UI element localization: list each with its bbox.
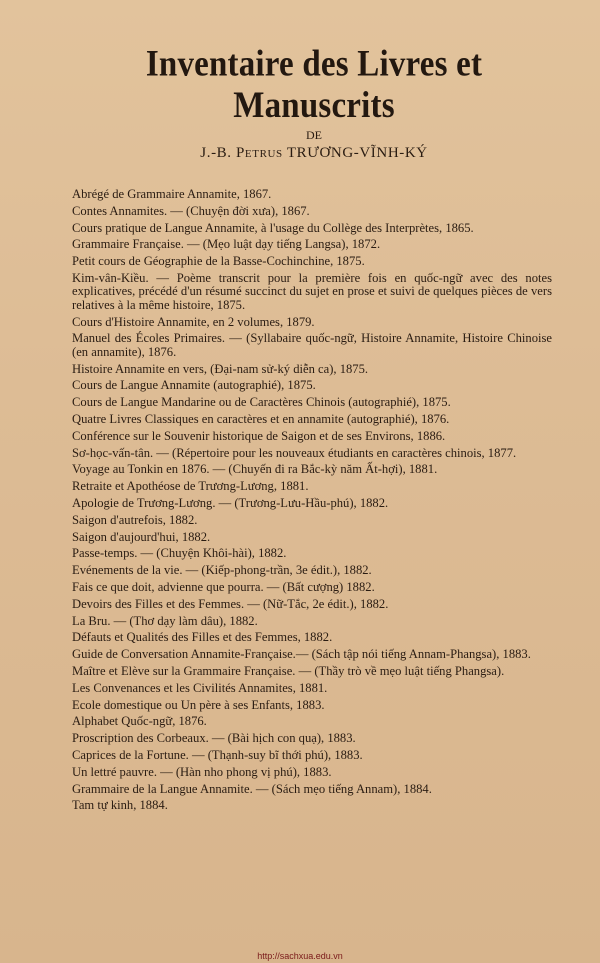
list-item: Cours pratique de Langue Annamite, à l'usage du Collège des Interprètes, 1865.: [72, 220, 474, 235]
source-url: http://sachxua.edu.vn: [257, 951, 343, 961]
list-item: Voyage au Tonkin en 1876. — (Chuyến đi ra Bắc-kỳ năm Ất-hợi), 1881.: [72, 462, 438, 477]
list-item: Défauts et Qualités des Filles et des Femmes, 1882.: [72, 630, 333, 645]
list-item: Les Convenances et les Civilités Annamites, 1881.: [72, 680, 328, 695]
list-item: Saigon d'aujourd'hui, 1882.: [72, 529, 211, 544]
inventory-list: [72, 188, 556, 813]
list-item: Manuel des Écoles Primaires. — (Syllabaire quốc-ngữ, Histoire Annamite, Histoire Chinoise (en annamite), 1876.: [72, 331, 552, 359]
list-item: Devoirs des Filles et des Femmes. — (Nữ-Tắc, 2e édit.), 1882.: [72, 596, 389, 611]
list-item: Guide de Conversation Annamite-Française.— (Sách tập nói tiếng Annam-Phangsa), 1883.: [72, 647, 531, 662]
list-item: Fais ce que doit, advienne que pourra. — (Bất cượng) 1882.: [72, 579, 375, 594]
list-item: Petit cours de Géographie de la Basse-Cochinchine, 1875.: [72, 254, 365, 269]
list-item: Alphabet Quốc-ngữ, 1876.: [72, 714, 207, 729]
list-item: Grammaire Française. — (Mẹo luật dạy tiếng Langsa), 1872.: [72, 237, 381, 252]
list-item: Grammaire de la Langue Annamite. — (Sách mẹo tiếng Annam), 1884.: [72, 781, 432, 796]
list-item: Histoire Annamite en vers, (Đại-nam sử-ký diễn ca), 1875.: [72, 361, 369, 376]
list-item: Kim-vân-Kiều. — Poème transcrit pour la première fois en quốc-ngữ avec des notes explicatives, précédé d'un résumé succinct du sujet en prose et suivi de quelques pièces de vers relatives à la même histoire, 1875.: [72, 270, 552, 312]
list-item: Retraite et Apothéose de Trương-Lương, 1881.: [72, 479, 309, 494]
list-item: Proscription des Corbeaux. — (Bài hịch con quạ), 1883.: [72, 731, 356, 746]
list-item: Cours d'Histoire Annamite, en 2 volumes, 1879.: [72, 314, 315, 329]
list-item: Caprices de la Fortune. — (Thạnh-suy bĩ thới phú), 1883.: [72, 747, 363, 762]
list-item: Conférence sur le Souvenir historique de Saigon et de ses Environs, 1886.: [72, 428, 446, 443]
list-item: Abrégé de Grammaire Annamite, 1867.: [72, 187, 272, 201]
author-line: [72, 145, 556, 162]
list-item: Saigon d'autrefois, 1882.: [72, 512, 198, 527]
list-item: Un lettré pauvre. — (Hàn nho phong vị phú), 1883.: [72, 764, 332, 779]
list-item: Contes Annamites. — (Chuyện đời xưa), 1867.: [72, 203, 310, 218]
list-item: Evénements de la vie. — (Kiếp-phong-trần, 3e édit.), 1882.: [72, 563, 372, 578]
list-item: Ecole domestique ou Un père à ses Enfants, 1883.: [72, 697, 325, 712]
list-item: Tam tự kinh, 1884.: [72, 798, 168, 813]
list-item: Cours de Langue Annamite (autographié), 1875.: [72, 378, 316, 393]
list-item: Quatre Livres Classiques en caractères et en annamite (autographié), 1876.: [72, 411, 450, 426]
author-prefix: J.-B.: [200, 145, 232, 161]
page-title: Inventaire des Livres et Manuscrits: [145, 44, 483, 126]
title-connector: DE: [306, 128, 322, 142]
author-name: TRƯƠNG-VĨNH-KÝ: [286, 145, 428, 161]
author-petrus: Petrus: [235, 145, 283, 161]
list-item: Apologie de Trương-Lương. — (Trương-Lưu-Hầu-phú), 1882.: [72, 495, 389, 510]
list-item: Sơ-học-vấn-tân. — (Répertoire pour les nouveaux étudiants en caractères chinois, 1877.: [72, 445, 517, 460]
list-item: Cours de Langue Mandarine ou de Caractères Chinois (autographié), 1875.: [72, 395, 451, 410]
list-item: Maître et Elève sur la Grammaire Française. — (Thầy trò về mẹo luật tiếng Phangsa).: [72, 663, 505, 678]
list-item: La Bru. — (Thơ dạy làm dâu), 1882.: [72, 613, 258, 628]
list-item: Passe-temps. — (Chuyện Khôi-hài), 1882.: [72, 546, 287, 561]
